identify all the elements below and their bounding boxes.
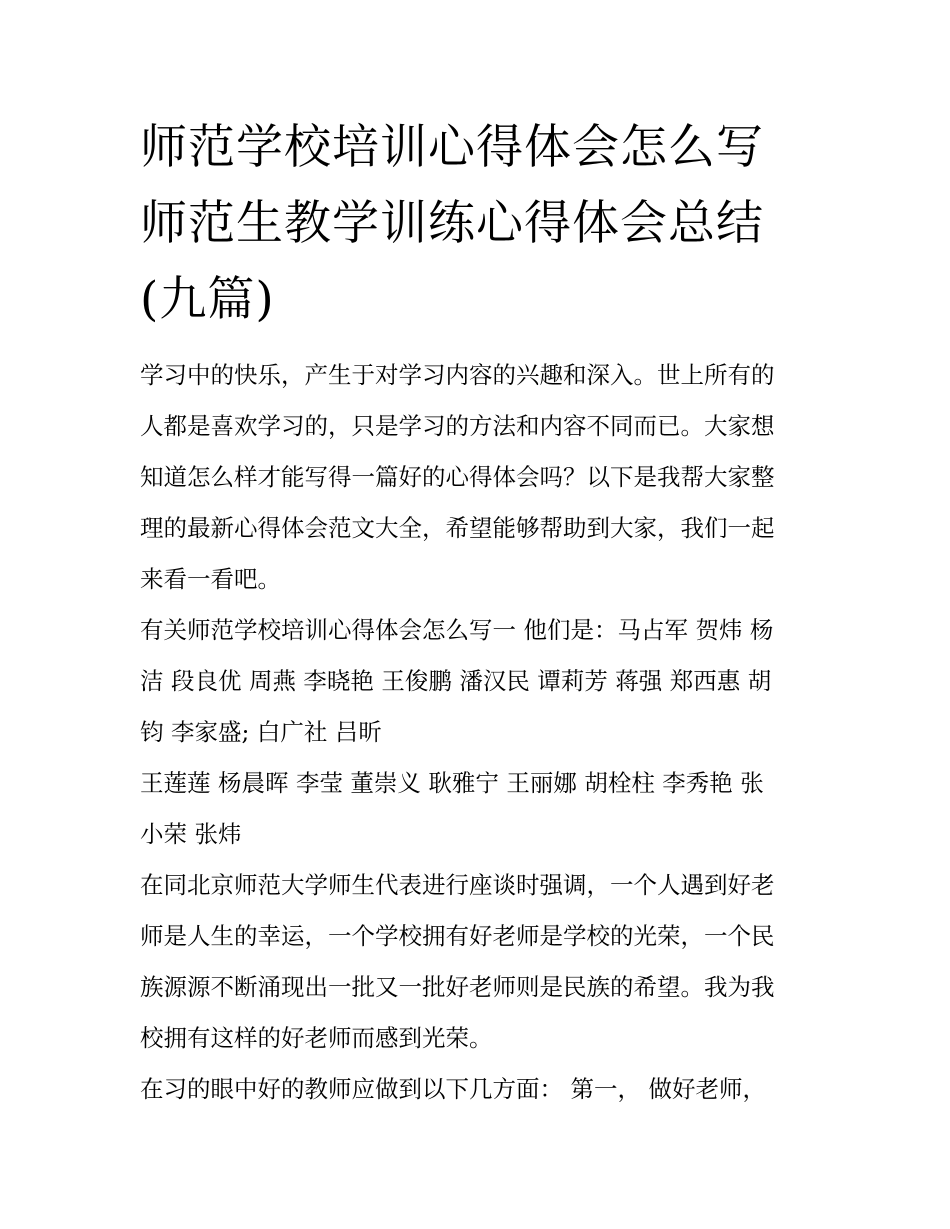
- text-line: 师是人生的幸运，一个学校拥有好老师是学校的光荣，一个民: [140, 922, 775, 950]
- title-line: 师范学校培训心得体会怎么写: [140, 120, 764, 175]
- text-line: 王莲莲 杨晨晖 李莹 董崇义 耿雅宁 王丽娜 胡栓柱 李秀艳 张: [140, 769, 764, 797]
- text-line: 知道怎么样才能写得一篇好的心得体会吗？以下是我帮大家整: [140, 463, 775, 491]
- text-line: 学习中的快乐，产生于对学习内容的兴趣和深入。世上所有的: [140, 361, 775, 389]
- text-line: 族源源不断涌现出一批又一批好老师则是民族的希望。我为我: [140, 973, 775, 1001]
- paragraph-good-teacher: [140, 1064, 812, 1115]
- text-line: 人都是喜欢学习的，只是学习的方法和内容不同而已。大家想: [140, 412, 775, 440]
- document-body: [140, 350, 812, 1115]
- text-line: 校拥有这样的好老师而感到光荣。: [140, 1024, 493, 1052]
- text-line: 在同北京师范大学师生代表进行座谈时强调，一个人遇到好老: [140, 871, 775, 899]
- text-line: 来看一看吧。: [140, 565, 281, 593]
- document-content: [140, 110, 812, 1115]
- text-line: 有关师范学校培训心得体会怎么写一 他们是：马占军 贺炜 杨: [140, 616, 774, 644]
- paragraph-speech: [140, 860, 812, 1064]
- paragraph-names-2: [140, 758, 812, 860]
- paragraph-intro: [140, 350, 812, 605]
- title-line: 师范生教学训练心得体会总结: [140, 196, 764, 251]
- text-line: 理的最新心得体会范文大全，希望能够帮助到大家，我们一起: [140, 514, 775, 542]
- title-line: (九篇): [140, 272, 275, 327]
- text-line: 在习的眼中好的教师应做到以下几方面： 第一， 做好老师，: [140, 1075, 766, 1103]
- paragraph-names-1: [140, 605, 812, 758]
- text-line: 钧 李家盛; 白广社 吕昕: [140, 718, 382, 746]
- text-line: 洁 段良优 周燕 李晓艳 王俊鹏 潘汉民 谭莉芳 蒋强 郑西惠 胡: [140, 667, 772, 695]
- document-title: [140, 110, 812, 338]
- text-line: 小荣 张炜: [140, 820, 242, 848]
